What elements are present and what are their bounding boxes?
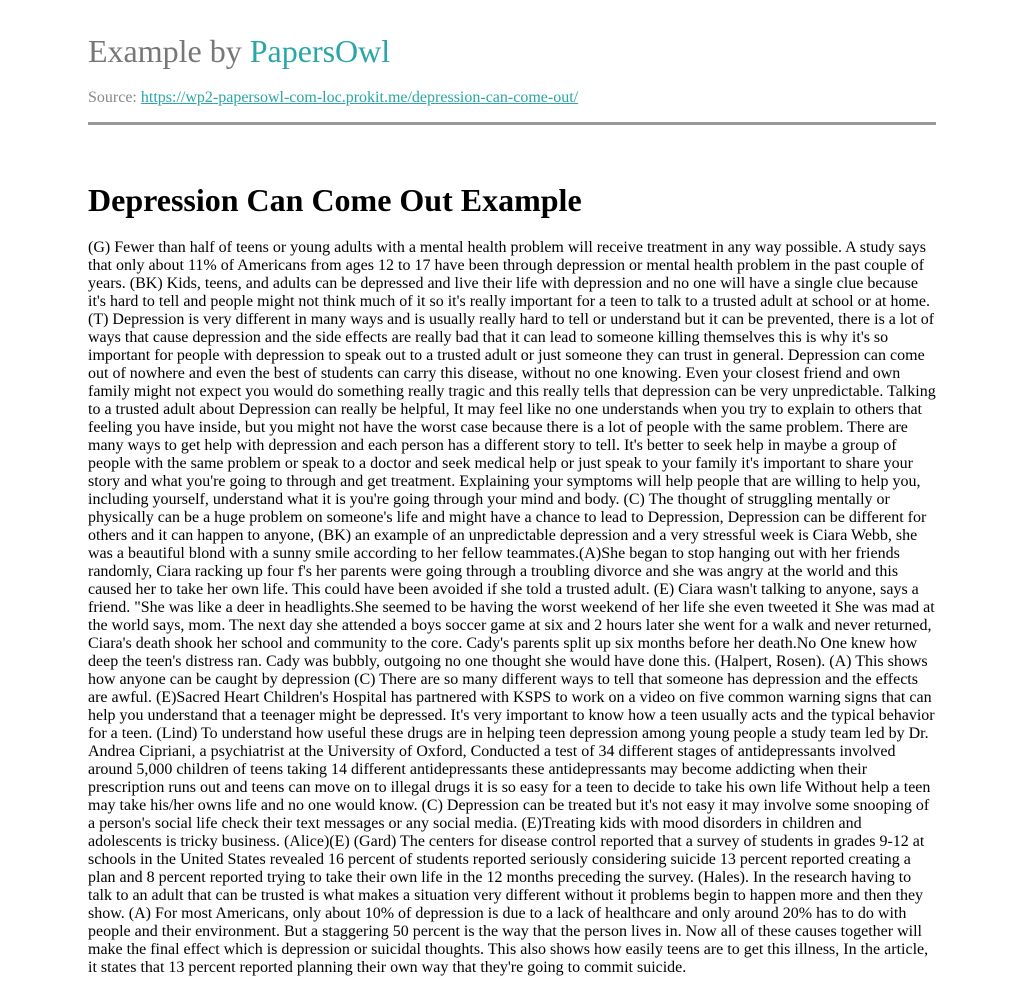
header-divider xyxy=(88,122,936,125)
source-line xyxy=(88,88,578,108)
brand-name: PapersOwl xyxy=(249,33,391,69)
brand-prefix: Example by xyxy=(88,33,242,69)
brand-heading xyxy=(88,32,390,70)
source-label: Source: xyxy=(88,89,137,106)
source-link[interactable]: https://wp2-papersowl-com-loc.prokit.me/depression-can-come-out/ xyxy=(140,89,579,106)
essay-body: (G) Fewer than half of teens or young adults with a mental health problem will receive treatment in any way possible. A study says that only about 11% of Americans from ages 12 to 17 have been through depression or mental health problem in the past couple of years. (BK) Kids, teens, and adults can be depressed and live their life with depression and no one will have a single clue because it's hard to tell and people might not think much of it so it's really important for a teen to talk to a trusted adult at school or at home. (T) Depression is very different in many ways and is usually really hard to tell or understand but it can be prevented, there is a lot of ways that cause depression and the side effects are really bad that it can lead to someone killing themselves this is why it's so important for people with depression to speak out to a trusted adult or just someone they can trust in general. Depression can come out of nowhere and even the best of students can carry this disease, without no one knowing. Even your closest friend and own family might not expect you would do something really tragic and this really tells that depression can be very unpredictable. Talking to a trusted adult about Depression can really be helpful, It may feel like no one understands when you try to explain to others that feeling you have inside, but you might not have the worst case because there is a lot of people with the same problem. There are many ways to get help with depression and each person has a different story to tell. It's better to seek help in maybe a group of people with the same problem or speak to a doctor and seek medical help or just speak to your family it's important to share your story and what you're going to through and get treatment. Explaining your symptoms will help people that are willing to help you, including yourself, understand what it is you're going through your mind and body. (C) The thought of struggling mentally or physically can be a huge problem on someone's life and might have a chance to lead to Depression, Depression can be different for others and it can happen to anyone, (BK) an example of an unpredictable depression and a very stressful week is Ciara Webb, she was a beautiful blond with a sunny smile according to her fellow teammates.(A)She began to stop hanging out with her friends randomly, Ciara racking up four f's her parents were going through a troubling divorce and she was angry at the world and this caused her to take her own life. This could have been avoided if she told a trusted adult. (E) Ciara wasn't talking to anyone, says a friend. "She was like a deer in headlights.She seemed to be having the worst weekend of her life she even tweeted it She was mad at the world says, mom. The next day she attended a boys soccer game at six and 2 hours later she went for a walk and never returned, Ciara's death shook her school and community to the core. Cady's parents split up six months before her death.No One knew how deep the teen's distress ran. Cady was bubbly, outgoing no one thought she would have done this. (Halpert, Rosen). (A) This shows how anyone can be caught by depression (C) There are so many different ways to tell that someone has depression and the effects are awful. (E)Sacred Heart Children's Hospital has partnered with KSPS to work on a video on five common warning signs that can help you understand that a teenager might be depressed. It's very important to know how a teen usually acts and the typical behavior for a teen. (Lind) To understand how useful these drugs are in helping teen depression among young people a study team led by Dr. Andrea Cipriani, a psychiatrist at the University of Oxford, Conducted a test of 34 different stages of antidepressants involved around 5,000 children of teens taking 14 different antidepressants these antidepressants may become addicting when their prescription runs out and teens can move on to illegal drugs it is so easy for a teen to decide to take his own life Without help a teen may take his/her owns life and no one would know. (C) Depression can be treated but it's not easy it may involve some snooping of a person's social life check their text messages or any social media. (E)Treating kids with mood disorders in children and adolescents is tricky business. (Alice)(E) (Gard) The centers for disease control reported that a survey of students in grades 9-12 at schools in the United States revealed 16 percent of students reported seriously considering suicide 13 percent reported creating a plan and 8 percent reported trying to take their own life in the 12 months preceding the survey. (Hales). In the research having to talk to an adult that can be trusted is what makes a situation very different without it problems begin to happen more and then they show. (A) For most Americans, only about 10% of depression is due to a lack of healthcare and only around 20% has to do with people and their environment. But a staggering 50 percent is the way that the person lives in. Now all of these causes together will make the final effect which is depression or suicidal thoughts. This also shows how easily teens are to get this illness, In the article, it states that 13 percent reported planning their own way that they're going to commit suicide. xyxy=(88,239,936,976)
document-title: Depression Can Come Out Example xyxy=(88,182,582,218)
